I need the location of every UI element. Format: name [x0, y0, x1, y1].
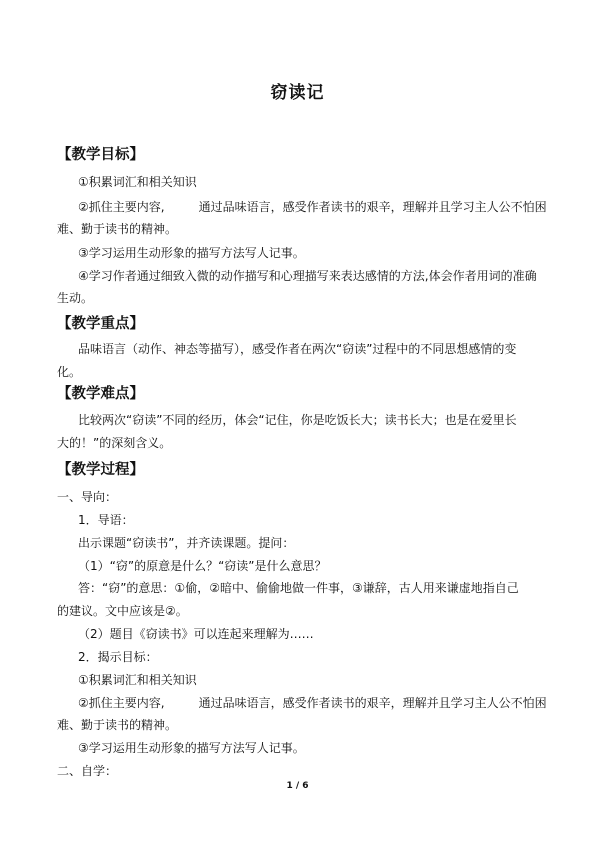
process-goal-3: ③学习运用生动形象的描写方法写人记事。: [78, 741, 305, 755]
key-point-1: 品味语言（动作、神态等描写），感受作者在两次“窃读”过程中的不同思想感情的变: [78, 342, 517, 356]
section-heading-key-points: 【教学重点】: [57, 316, 144, 332]
document-title: 窃读记: [270, 83, 325, 103]
process-goal-2-part-b: 通过品味语言，感受作者读书的艰辛，理解并且学习主人公不怕困: [198, 696, 547, 710]
process-question-1: （1）“窃”的原意是什么？“窃读”是什么意思？: [78, 559, 327, 573]
section-heading-process: 【教学过程】: [57, 462, 144, 478]
process-show-title: 出示课题“窃读书”，并齐读课题。提问：: [78, 536, 295, 550]
process-goal-2: [78, 695, 547, 711]
process-step-2: 二、自学：: [57, 764, 118, 778]
goal-4-continued: 生动。: [57, 291, 94, 305]
process-step-1: 一、导向：: [57, 490, 118, 504]
page-number: 1 / 6: [286, 781, 309, 791]
difficulty-1: 比较两次“窃读”不同的经历，体会“记住，你是吃饭长大；读书长大；也是在爱里长: [78, 413, 517, 427]
goal-2-part-a: ②抓住主要内容,: [78, 200, 165, 214]
goal-3: ③学习运用生动形象的描写方法写人记事。: [78, 246, 305, 260]
process-item-goals: 2．揭示目标：: [78, 650, 158, 664]
process-answer-1-continued: 的建议。文中应该是②。: [57, 604, 188, 618]
goal-2-continued: 难、勤于读书的精神。: [57, 222, 178, 236]
goal-4: ④学习作者通过细致入微的动作描写和心理描写来表达感情的方法,体会作者用词的准确: [78, 269, 537, 283]
section-heading-goals: 【教学目标】: [57, 147, 144, 163]
goal-1: ①积累词汇和相关知识: [78, 175, 197, 189]
difficulty-1-continued: 大的！”的深刻含义。: [57, 436, 172, 450]
process-goal-1: ①积累词汇和相关知识: [78, 673, 197, 687]
process-item-intro: 1．导语：: [78, 513, 134, 527]
process-answer-1: 答：“窃”的意思：①偷，②暗中、偷偷地做一件事，③谦辞，古人用来谦虚地指自己: [78, 581, 519, 595]
key-point-1-continued: 化。: [57, 365, 82, 379]
process-question-2: （2）题目《窃读书》可以连起来理解为……: [78, 627, 314, 641]
process-goal-2-continued: 难、勤于读书的精神。: [57, 718, 178, 732]
goal-2: [78, 199, 547, 215]
section-heading-difficulties: 【教学难点】: [57, 386, 144, 402]
goal-2-part-b: 通过品味语言，感受作者读书的艰辛，理解并且学习主人公不怕困: [198, 200, 547, 214]
process-goal-2-part-a: ②抓住主要内容,: [78, 696, 165, 710]
